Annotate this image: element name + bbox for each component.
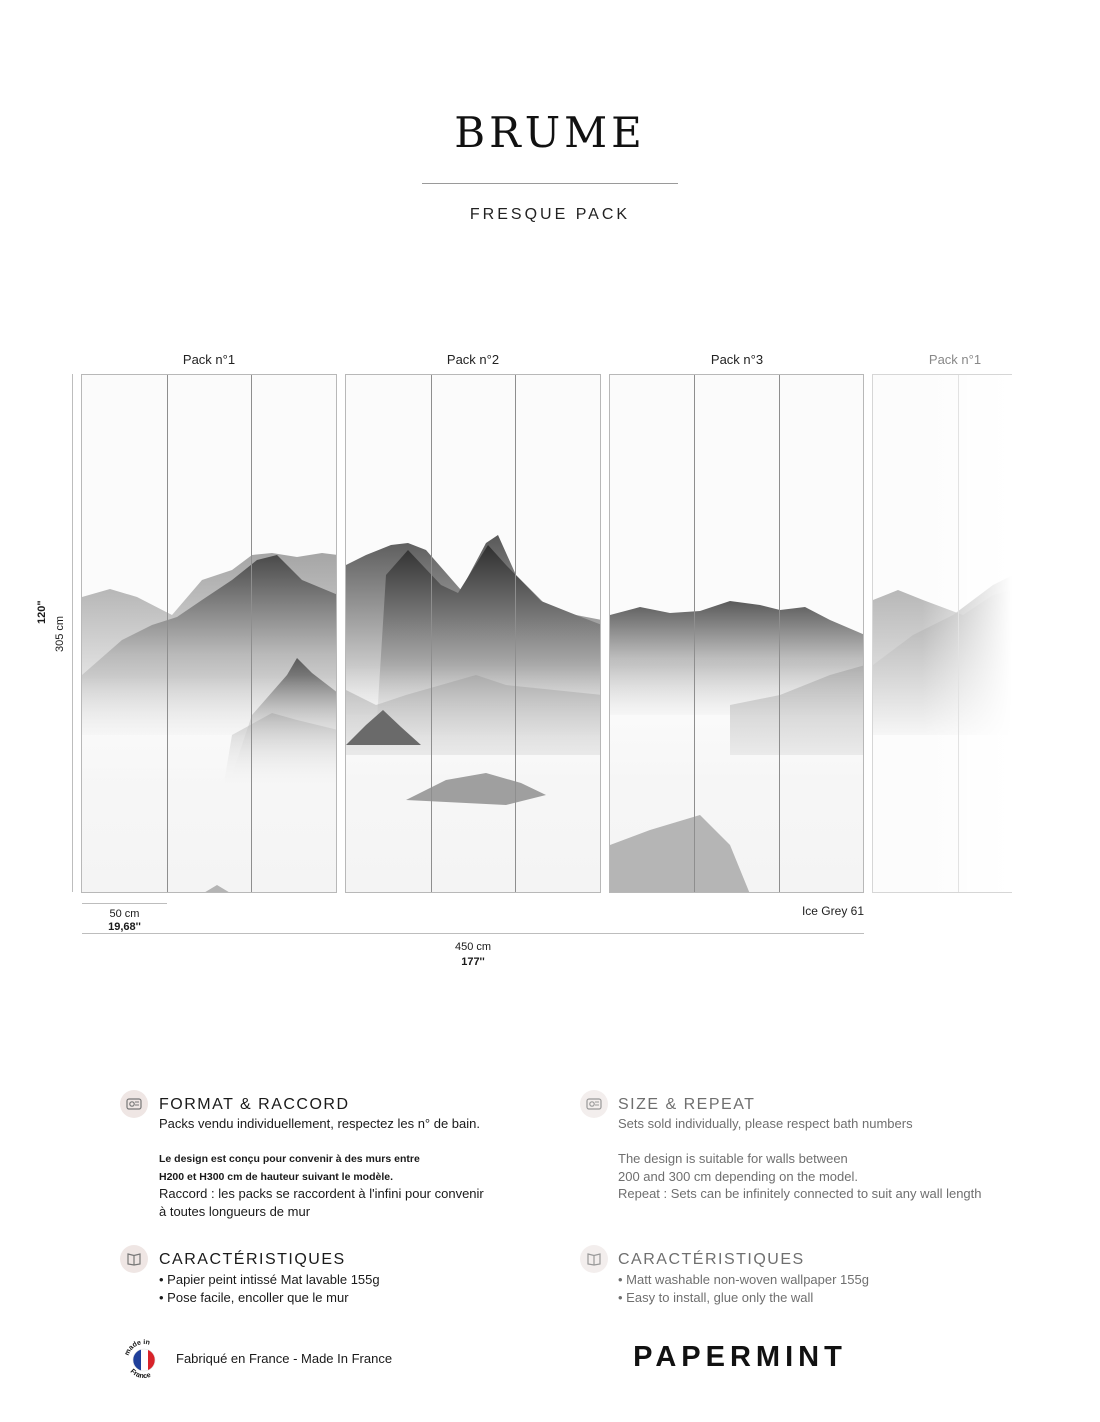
brand-logo: PAPERMINT	[633, 1341, 847, 1373]
carac-en-title: CARACTÉRISTIQUES	[618, 1251, 805, 1268]
height-centimeters: 305 cm	[54, 615, 66, 652]
carac-en-line-1: • Matt washable non-woven wallpaper 155g	[618, 1272, 869, 1287]
strip-seam	[167, 375, 168, 892]
svg-text:made in: made in	[123, 1338, 151, 1357]
strip-seam	[779, 375, 780, 892]
format-small-2: H200 et H300 cm de hauteur suivant le modèle.	[159, 1171, 394, 1183]
format-line-2: Raccord : les packs se raccordent à l'infini pour convenir	[159, 1186, 484, 1201]
tape-measure-icon	[120, 1090, 148, 1118]
total-width-line	[82, 933, 864, 934]
size-line-2: The design is suitable for walls between	[618, 1151, 848, 1166]
height-inches: 120"	[36, 600, 48, 624]
mural-panel-repeat	[872, 374, 1012, 893]
title-divider	[422, 183, 678, 184]
strip-seam	[251, 375, 252, 892]
total-width-cm: 450 cm	[454, 941, 492, 953]
page-subtitle: FRESQUE PACK	[469, 206, 631, 223]
strip-seam	[694, 375, 695, 892]
size-title: SIZE & REPEAT	[618, 1096, 756, 1113]
svg-text:France: France	[128, 1367, 152, 1381]
made-in-france-badge	[120, 1336, 168, 1384]
strip-width-inches: 19,68''	[108, 921, 141, 933]
color-name: Ice Grey 61	[801, 904, 864, 918]
mountain-mist-image	[610, 375, 864, 893]
book-icon	[580, 1245, 608, 1273]
mural-panel-pack-1	[81, 374, 337, 893]
total-width-inches: 177''	[461, 956, 485, 968]
carac-fr-title: CARACTÉRISTIQUES	[159, 1251, 346, 1268]
page-title: BRUME	[454, 108, 646, 157]
pack-label-1: Pack n°1	[182, 352, 236, 367]
repeat-fade	[922, 375, 1012, 892]
format-line-3: à toutes longueurs de mur	[159, 1204, 311, 1219]
tape-measure-icon	[580, 1090, 608, 1118]
carac-fr-line-1: • Papier peint intissé Mat lavable 155g	[159, 1272, 380, 1287]
carac-fr-line-2: • Pose facile, encoller que le mur	[159, 1290, 349, 1305]
pack-label-2: Pack n°2	[446, 352, 500, 367]
height-dimension-line	[72, 374, 73, 892]
mountain-mist-image	[82, 375, 337, 893]
format-small-1: Le design est conçu pour convenir à des murs entre	[159, 1153, 420, 1165]
carac-en-line-2: • Easy to install, glue only the wall	[618, 1290, 814, 1305]
pack-label-3: Pack n°3	[710, 352, 764, 367]
pack-label-repeat: Pack n°1	[928, 352, 982, 367]
format-title: FORMAT & RACCORD	[159, 1096, 350, 1113]
format-line-1: Packs vendu individuellement, respectez les n° de bain.	[159, 1116, 480, 1131]
made-in-france-text: Fabriqué en France - Made In France	[176, 1351, 393, 1366]
strip-width-line	[82, 903, 167, 904]
mural-panel-pack-3	[609, 374, 864, 893]
mountain-mist-image	[346, 375, 601, 893]
book-icon	[120, 1245, 148, 1273]
mural-panel-pack-2	[345, 374, 601, 893]
size-line-4: Repeat : Sets can be infinitely connected to suit any wall length	[618, 1186, 982, 1201]
size-line-3: 200 and 300 cm depending on the model.	[618, 1169, 858, 1184]
strip-seam	[515, 375, 516, 892]
strip-width-cm: 50 cm	[109, 908, 140, 920]
strip-seam	[431, 375, 432, 892]
size-line-1: Sets sold individually, please respect bath numbers	[618, 1116, 913, 1131]
